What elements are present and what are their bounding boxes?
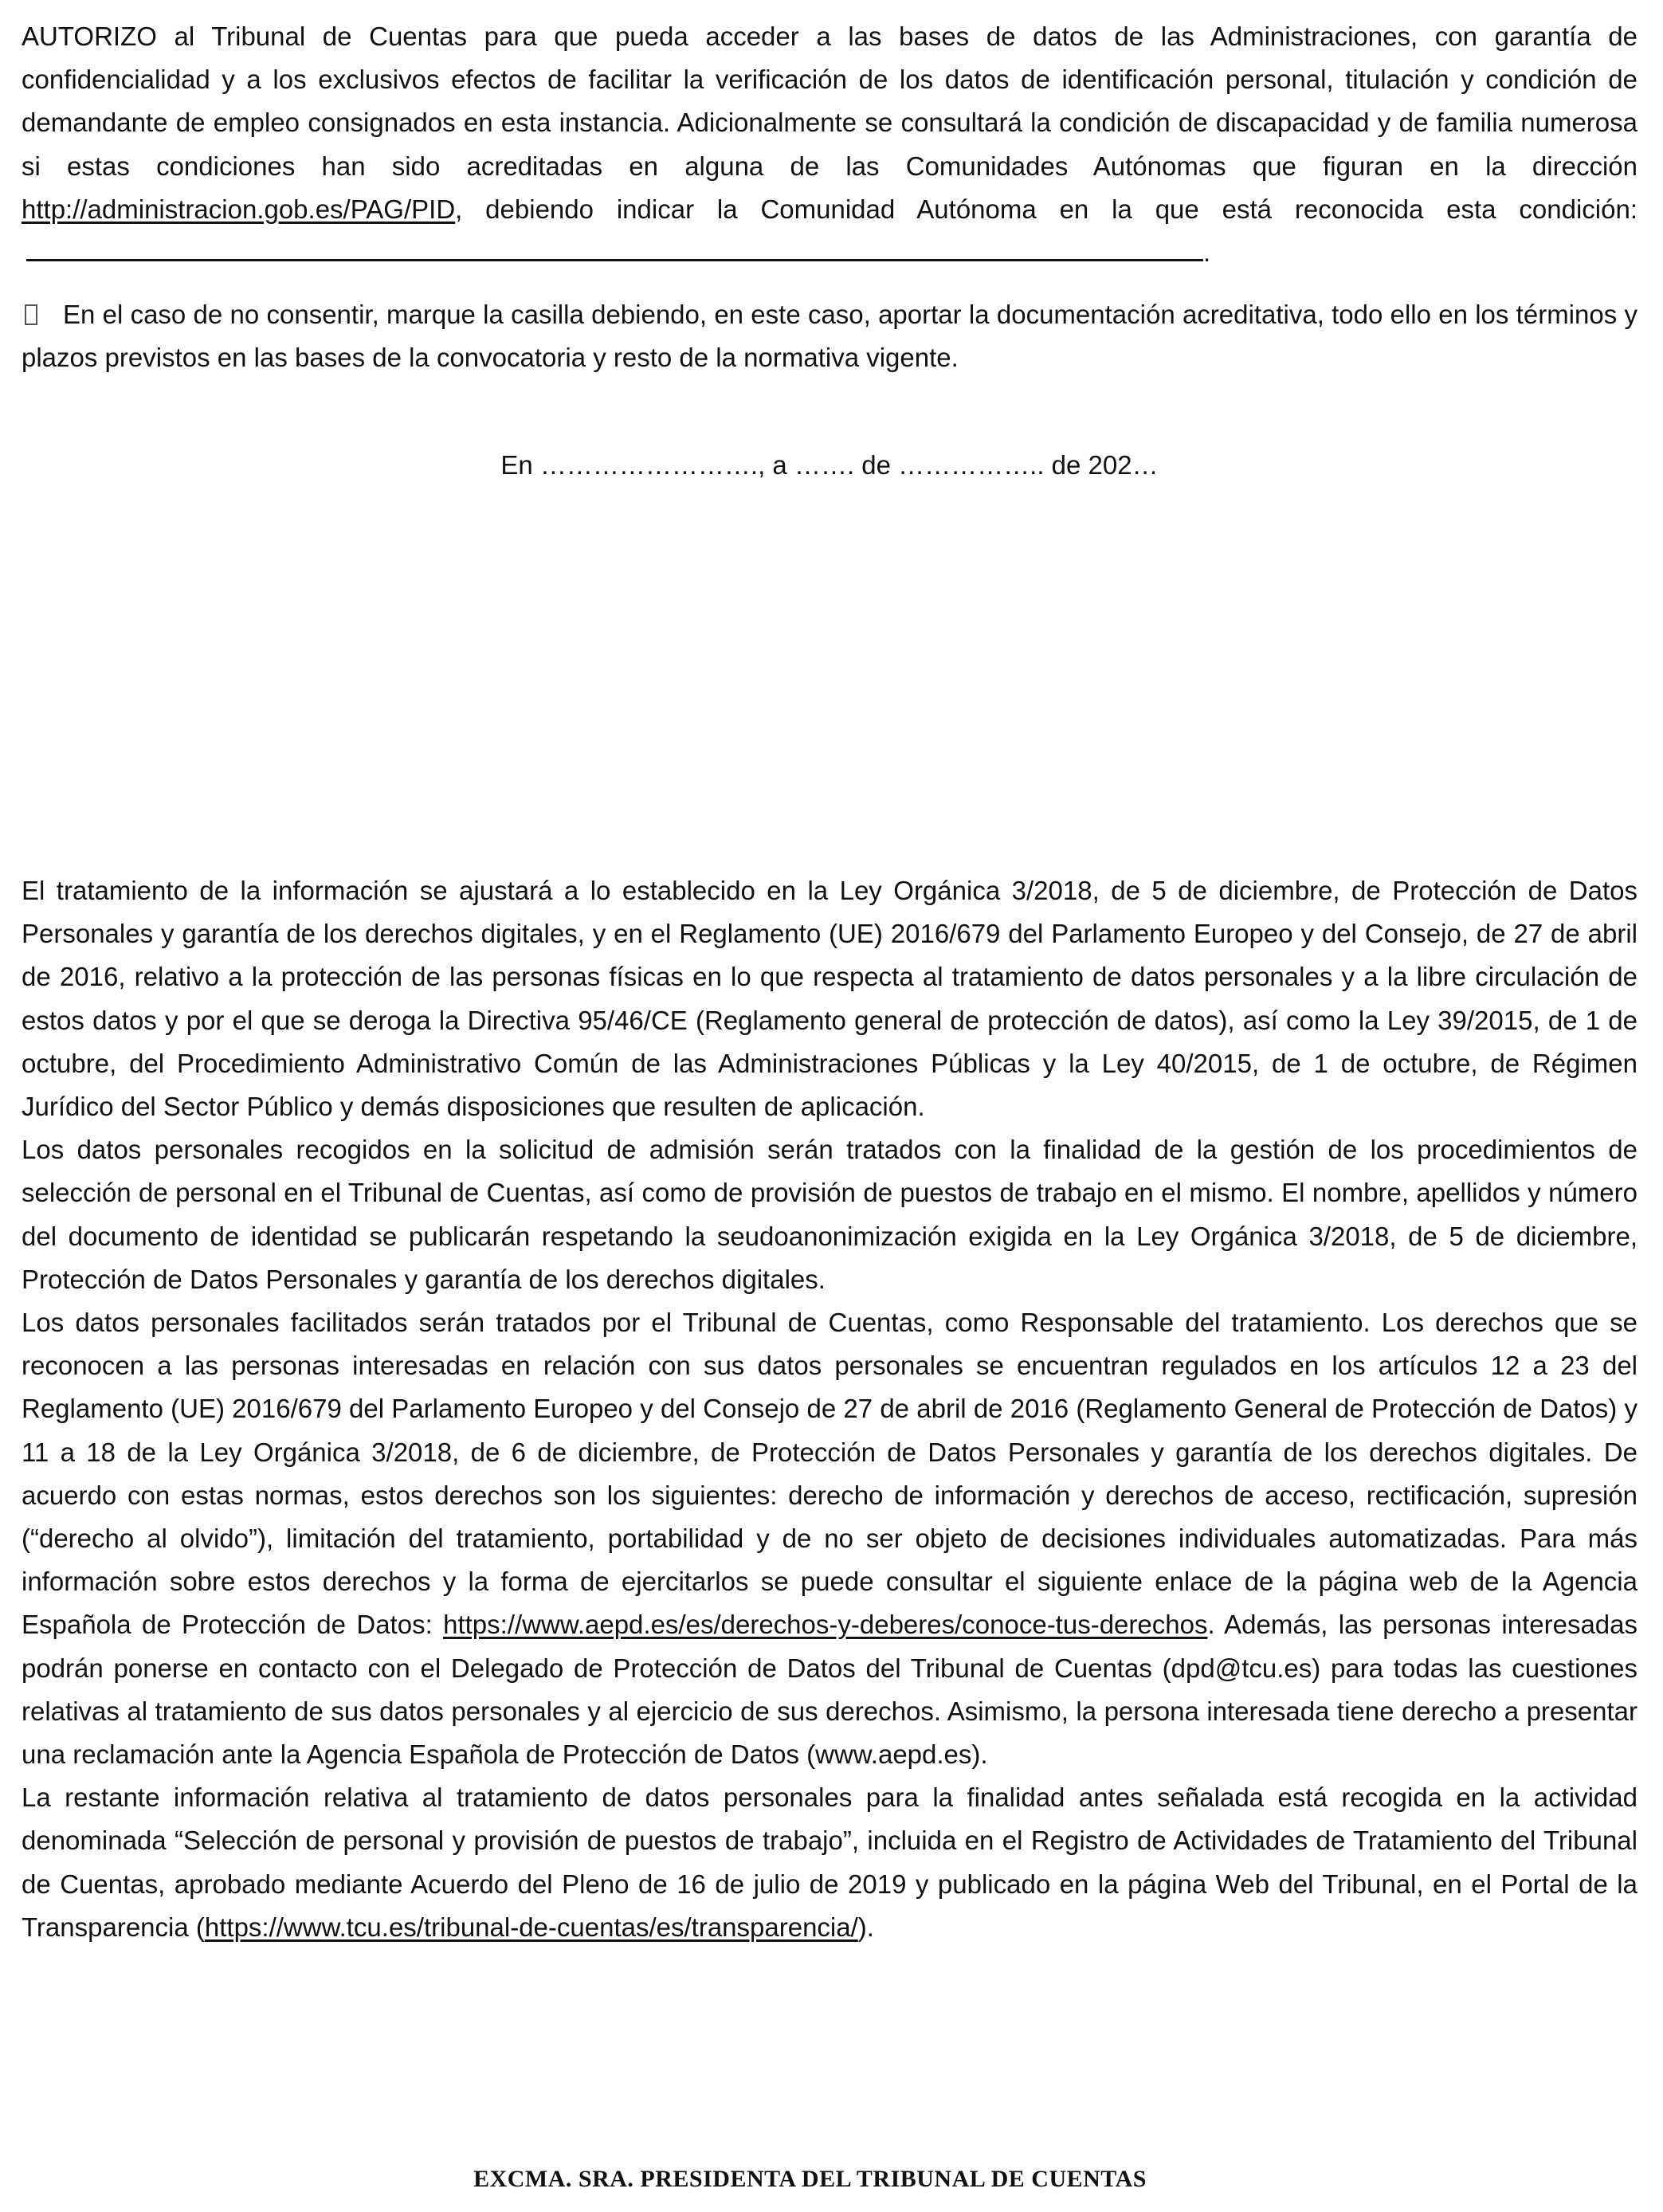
non-consent-checkbox[interactable]: [25, 304, 37, 325]
rights-text-continued: . Además, las personas interesadas podrán ponerse en contacto con el Delegado de Protección de Datos del Tribunal de Cuentas (dpd@tcu.es) para todas las cuestiones relativas al tratamiento de sus datos personales y al ejercicio de sus derechos. Asimismo, la persona interesada tiene derecho a presentar una reclamación ante la Agencia Española de Protección de Datos (www.aepd.es).: [22, 1610, 1638, 1770]
legal-framework-paragraph: El tratamiento de la información se ajustará a lo establecido en la Ley Orgánica 3/2018, de 5 de diciembre, de Protección de Datos Personales y garantía de los derechos digitales, y en el Reglamento (UE) 2016/679 del Parlamento Europeo y del Consejo, de 27 de abril de 2016, relativo a la protección de las personas físicas en lo que respecta al tratamiento de datos personales y a la libre circulación de estos datos y por el que se deroga la Directiva 95/46/CE (Reglamento general de protección de datos), así como la Ley 39/2015, de 1 de octubre, del Procedimiento Administrativo Común de las Administraciones Públicas y la Ley 40/2015, de 1 de octubre, de Régimen Jurídico del Sector Público y demás disposiciones que resulten de aplicación.: [22, 876, 1638, 1122]
authorization-text-continued: , debiendo indicar la Comunidad Autónoma en la que está reconocida esta condición:: [455, 194, 1638, 224]
aepd-rights-link[interactable]: https://www.aepd.es/es/derechos-y-deberes/conoce-tus-derechos: [443, 1610, 1208, 1640]
autonomous-community-field[interactable]: [26, 243, 1203, 261]
registry-text-end: ).: [857, 1912, 874, 1942]
tcu-transparency-link[interactable]: https://www.tcu.es/tribunal-de-cuentas/es/transparencia/: [204, 1912, 858, 1942]
non-consent-paragraph: [22, 293, 1638, 379]
registry-text: La restante información relativa al tratamiento de datos personales para la finalidad antes señalada está recogida en la actividad denominada “Selección de personal y provisión de puestos de trabajo”, incluida en el Registro de Actividades de Tratamiento del Tribunal de Cuentas, aprobado mediante Acuerdo del Pleno de 16 de julio de 2019 y publicado en la página Web del Tribunal, en el Portal de la Transparencia (: [22, 1783, 1638, 1942]
date-place-line: En ……………………., a ……. de …………….. de 202…: [500, 450, 1159, 480]
rights-text: Los datos personales facilitados serán tratados por el Tribunal de Cuentas, como Responsable del tratamiento. Los derechos que se reconocen a las personas interesadas en relación con sus datos personales se encuentran regulados en los artículos 12 a 23 del Reglamento (UE) 2016/679 del Parlamento Europeo y del Consejo de 27 de abril de 2016 (Reglamento General de Protección de Datos) y 11 a 18 de la Ley Orgánica 3/2018, de 6 de diciembre, de Protección de Datos Personales y garantía de los derechos digitales. De acuerdo con estas normas, estos derechos son los siguientes: derecho de información y derechos de acceso, rectificación, supresión (“derecho al olvido”), limitación del tratamiento, portabilidad y de no ser objeto de decisiones individuales automatizadas. Para más información sobre estos derechos y la forma de ejercitarlos se puede consultar el siguiente enlace de la página web de la Agencia Española de Protección de Datos:: [22, 1308, 1638, 1640]
authorization-trailing: .: [1203, 237, 1211, 268]
authorization-text: AUTORIZO al Tribunal de Cuentas para que pueda acceder a las bases de datos de las Administraciones, con garantía de confidencialidad y a los exclusivos efectos de facilitar la verificación de los datos de identificación personal, titulación y condición de demandante de empleo consignados en esta instancia. Adicionalmente se consultará la condición de discapacidad y de familia numerosa si estas condiciones han sido acreditadas en alguna de las Comunidades Autónomas que figuran en la dirección: [22, 22, 1638, 181]
authorization-paragraph: [22, 15, 1638, 274]
administracion-gob-link[interactable]: http://administracion.gob.es/PAG/PID: [22, 194, 456, 224]
data-protection-section: [22, 869, 1638, 1949]
non-consent-text: En el caso de no consentir, marque la casilla debiendo, en este caso, aportar la documentación acreditativa, todo ello en los términos y plazos previstos en las bases de la convocatoria y resto de la normativa vigente.: [22, 300, 1638, 373]
addressee-heading: EXCMA. SRA. PRESIDENTA DEL TRIBUNAL DE CUENTAS: [473, 2166, 1147, 2192]
rights-paragraph: [22, 1301, 1638, 1776]
data-purpose-paragraph: Los datos personales recogidos en la solicitud de admisión serán tratados con la finalidad de la gestión de los procedimientos de selección de personal en el Tribunal de Cuentas, así como de provisión de puestos de trabajo en el mismo. El nombre, apellidos y número del documento de identidad se publicarán respetando la seudoanonimización exigida en la Ley Orgánica 3/2018, de 5 de diciembre, Protección de Datos Personales y garantía de los derechos digitales.: [22, 1135, 1638, 1294]
registry-paragraph: [22, 1776, 1638, 1949]
